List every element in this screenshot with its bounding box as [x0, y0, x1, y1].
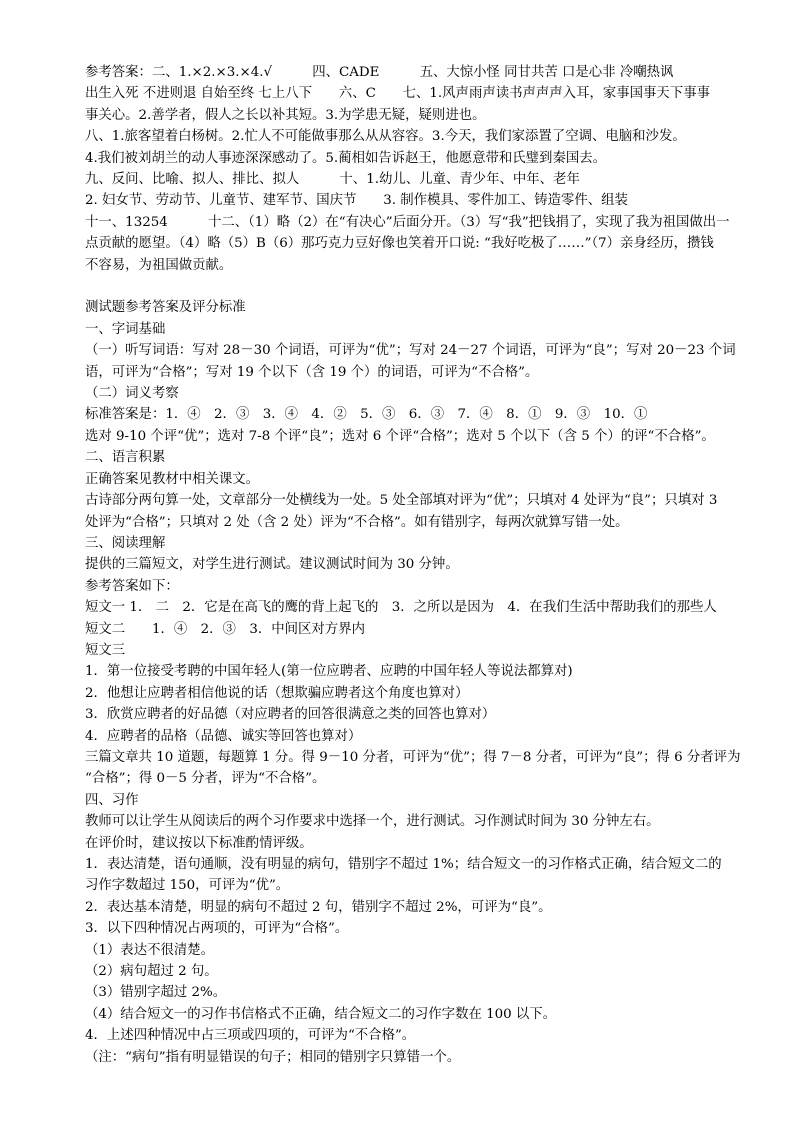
scoring-line: 3．以下四种情况占两项的，可评为“合格”。 [85, 921, 349, 937]
answer-line: 十一、13254 十二、（1）略（2）在“有决心”后面分开。（3）写“我”把钱捐了，实现了我为祖国做出一 [85, 214, 730, 230]
answer-key-section [85, 62, 740, 276]
scoring-line: 处评为“合格”；只填对 2 处（含 2 处）评为“不合格”。如有错别字，每两次就算写错一处。 [85, 514, 629, 530]
answer-line: 八、1.旅客望着白杨树。2.忙人不可能做事那么从从容容。3.今天，我们家添置了空调、电脑和沙发。 [85, 129, 686, 145]
scoring-line: 提供的三篇短文，对学生进行测试。建议测试时间为 30 分钟。 [85, 557, 459, 573]
scoring-line: 标准答案是：1．④ 2．③ 3．④ 4．② 5．③ 6．③ 7．④ 8．① 9．③ 10．① [85, 407, 648, 423]
scoring-line: 1．表达清楚，语句通顺，没有明显的病句，错别字不超过 1%；结合短文一的习作格式正确，结合短文二的 [85, 857, 722, 873]
answer-line: 2. 妇女节、劳动节、儿童节、建军节、国庆节 3. 制作模具、零件加工、铸造零件、组装 [85, 193, 628, 209]
scoring-line: 2．他想让应聘者相信他说的话（想欺骗应聘者这个角度也算对） [85, 685, 469, 701]
answer-line: 不容易，为祖国做贡献。 [85, 257, 233, 273]
scoring-line: 在评价时，建议按以下标准酌情评级。 [85, 835, 313, 851]
scoring-line: 4．上述四种情况中占三项或四项的，可评为“不合格”。 [85, 1028, 416, 1044]
scoring-line: 语，可评为“合格”；写对 19 个以下（含 19 个）的词语，可评为“不合格”。 [85, 364, 539, 380]
heading-writing: 四、习作 [85, 792, 139, 808]
answer-line: 事关心。2.善学者，假人之长以补其短。3.为学患无疑，疑则进也。 [85, 107, 486, 123]
answer-line: 4.我们被刘胡兰的动人事迹深深感动了。5.蔺相如告诉赵王，他愿意带和氏璧到秦国去。 [85, 150, 607, 166]
scoring-line: 3．欣赏应聘者的好品德（对应聘者的回答很满意之类的回答也算对） [85, 707, 496, 723]
scoring-standard-section [85, 297, 740, 1068]
scoring-line: 三篇文章共 10 道题，每题算 1 分。得 9－10 分者，可评为“优”；得 7－8 分者，可评为“良”；得 6 分者评为 [85, 749, 740, 765]
section-title: 测试题参考答案及评分标准 [85, 300, 246, 316]
answer-line: 点贡献的愿望。（4）略（5）B（6）那巧克力豆好像也笑着开口说: “我好吃极了……”（7）亲身经历，攒钱 [85, 236, 714, 252]
answer-line: 参考答案：二、1.×2.×3.×4.√ 四、CADE 五、大惊小怪 同甘共苦 口是心非 冷嘲热讽 [85, 65, 674, 80]
scoring-line: “合格”；得 0－5 分者，评为“不合格”。 [85, 771, 326, 787]
scoring-line: （一）听写词语：写对 28－30 个词语，可评为“优”；写对 24－27 个词语，可评为“良”；写对 20－23 个词 [85, 343, 736, 359]
subheading-word-meaning: （二）词义考察 [85, 386, 179, 402]
scoring-line: 1．第一位接受考聘的中国年轻人(第一位应聘者、应聘的中国年轻人等说法都算对) [85, 664, 573, 680]
answer-line: 出生入死 不进则退 自始至终 七上八下 六、C 七、1.风声雨声读书声声声入耳，家事国事天下事事 [85, 86, 710, 102]
passage-one-answers: 短文一 1． 二 2．它是在高飞的鹰的背上起飞的 3．之所以是因为 4．在我们生活中帮助我们的那些人 [85, 600, 717, 616]
scoring-line: 选对 9-10 个评“优”；选对 7-8 个评“良”；选对 6 个评“合格”；选对 5 个以下（含 5 个）的评“不合格”。 [85, 428, 715, 444]
scoring-line: 古诗部分两句算一处，文章部分一处横线为一处。5 处全部填对评为“优”；只填对 4 处评为“良”；只填对 3 [85, 493, 718, 509]
answer-line: 九、反问、比喻、拟人、排比、拟人 十、1.幼儿、儿童、青少年、中年、老年 [85, 172, 580, 188]
scoring-line: 正确答案见教材中相关课文。 [85, 471, 260, 487]
passage-three-label: 短文三 [85, 642, 126, 658]
passage-two-answers: 短文二 1．④ 2．③ 3．中间区对方界内 [85, 621, 365, 637]
scoring-line: （2）病句超过 2 句。 [85, 964, 218, 980]
scoring-line: 教师可以让学生从阅读后的两个习作要求中选择一个，进行测试。习作测试时间为 30 分钟左右。 [85, 814, 660, 830]
scoring-line: （3）错别字超过 2%。 [85, 985, 227, 1001]
heading-reading: 三、阅读理解 [85, 535, 166, 551]
scoring-line: （4）结合短文一的习作书信格式不正确，结合短文二的习作字数在 100 以下。 [85, 1006, 557, 1022]
scoring-line: 参考答案如下： [85, 578, 179, 594]
scoring-line: 2．表达基本清楚，明显的病句不超过 2 句，错别字不超过 2%，可评为“良”。 [85, 899, 552, 915]
scoring-line: 4．应聘者的品格（品德、诚实等回答也算对） [85, 728, 362, 744]
heading-language-accumulation: 二、语言积累 [85, 450, 166, 466]
scoring-line: 习作字数超过 150，可评为“优”。 [85, 878, 290, 894]
scoring-line: （1）表达不很清楚。 [85, 942, 215, 958]
document-page [85, 62, 740, 1068]
heading-word-basics: 一、字词基础 [85, 321, 166, 337]
blank-line [85, 276, 740, 297]
footnote: （注：“病句”指有明显错误的句子；相同的错别字只算错一个。 [85, 1049, 461, 1065]
